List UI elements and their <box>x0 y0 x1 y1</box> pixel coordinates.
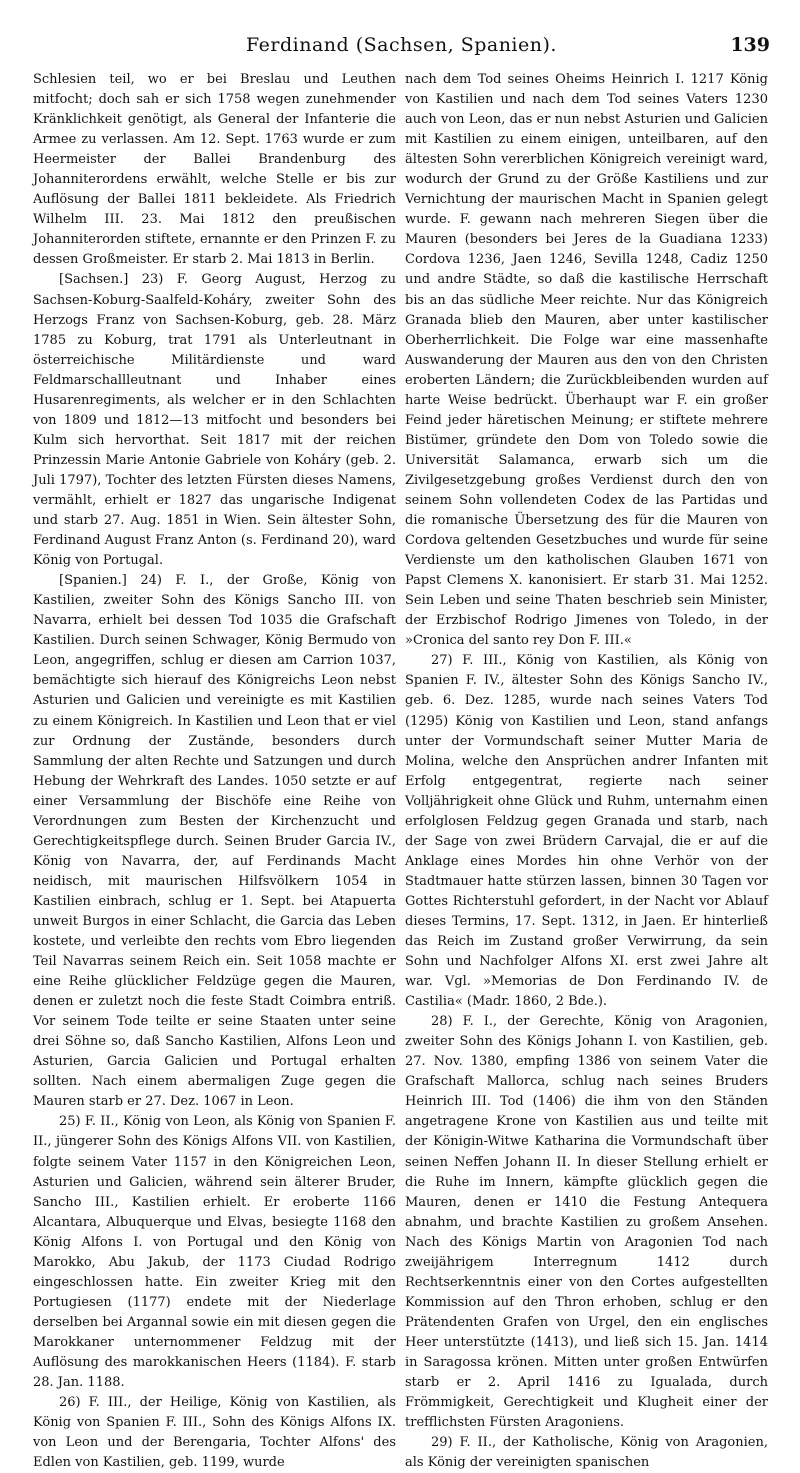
entry-26: 26) F. III., der Heilige, König von Kastilien, als König von Spanien F. III., Sohn des Königs Alfons IX. von Leon und der Berengaria, Tochter Alfons' des Edlen von Kastilien, geb. 1199, wurde <box>33 1395 396 1471</box>
entry-25: 25) F. II., König von Leon, als König von Spanien F. II., jüngerer Sohn des Königs Alfons VII. von Kastilien, folgte seinem Vater 1157 in den Königreichen Leon, Asturien und Galicien, während sein älterer Bruder, Sancho III., Kastilien erhielt. Er eroberte 1166 Alcantara, Albuquerque und Elvas, besiegte 1168 den König Alfons I. von Portugal und den König von Marokko, Abu Jakub, der 1173 Ciudad Rodrigo eingeschlossen hatte. Ein zweiter Krieg mit den Portugiesen (1177) endete mit der Niederlage derselben bei Argannal sowie ein mit diesen gegen die Marokkaner unternommener Feldzug mit der Auflösung des marokkanischen Heers (1184). F. starb 28. Jan. 1188. <box>33 1114 396 1391</box>
entry-23: [Sachsen.] 23) F. Georg August, Herzog zu Sachsen-Koburg-Saalfeld-Koháry, zweiter Sohn des Herzogs Franz von Sachsen-Koburg, geb. 28. März 1785 zu Koburg, trat 1791 als Unterleutnant in österreichische Militärdienste und ward Feldmarschallleutnant und Inhaber eines Husarenregiments, als welcher er in den Schlachten von 1809 und 1812—13 mitfocht und besonders bei Kulm sich hervorthat. Seit 1817 mit der reichen Prinzessin Marie Antonie Gabriele von Koháry (geb. 2. Juli 1797), Tochter des letzten Fürsten dieses Namens, vermählt, erhielt er 1827 das ungarische Indigenat und starb 27. Aug. 1851 in Wien. Sein ältester Sohn, Ferdinand August Franz Anton (s. Ferdinand 20), ward König von Portugal. <box>33 272 396 569</box>
paragraph: Schlesien teil, wo er bei Breslau und Leuthen mitfocht; doch sah er sich 1758 wegen zunehmender Kränklichkeit genötigt, als General der Infanterie die Armee zu verlassen. Am 12. Sept. 1763 wurde er zum Heermeister der Ballei Brandenburg des Johanniterordens erwählt, welche Stelle er bis zur Auflösung der Ballei 1811 bekleidete. Als Friedrich Wilhelm III. 23. Mai 1812 den preußischen Johanniterorden stiftete, ernannte er den Prinzen F. zu dessen Großmeister. Er starb 2. Mai 1813 in Berlin. <box>33 72 396 268</box>
entry-24: [Spanien.] 24) F. I., der Große, König von Kastilien, zweiter Sohn des Königs Sancho III. von Navarra, erhielt bei dessen Tod 1035 die Grafschaft Kastilien. Durch seinen Schwager, König Bermudo von Leon, angegriffen, schlug er diesen am Carrion 1037, bemächtigte sich hierauf des Königreichs Leon nebst Asturien und Galicien und vereinigte es mit Kastilien zu einem Königreich. In Kastilien und Leon that er viel zur Ordnung der Zustände, besonders durch Sammlung der alten Rechte und Satzungen und durch Hebung der Wehrkraft des Landes. 1050 setzte er auf einer Versammlung der Bischöfe eine Reihe von Verordnungen zum Besten der Kirchenzucht und Gerechtigkeitspflege durch. Seinen Bruder Garcia IV., König von Navarra, der, auf Ferdinands Macht neidisch, mit maurischen Hilfsvölkern 1054 in Kastilien einbrach, schlug er 1. Sept. bei Atapuerta unweit Burgos in einer Schlacht, die Garcia das Leben kostete, und verleibte den rechts vom Ebro liegenden Teil Navarras seinem Reich ein. Seit 1058 machte er eine Reihe glücklicher Feldzüge gegen die Mauren, denen er zuletzt noch die feste Stadt Coimbra entriß. Vor seinem Tode teilte er seine Staaten unter seine drei Söhne so, daß Sancho Kastilien, Alfons Leon und Asturien, Garcia Galicien und Portugal erhalten sollten. Nach einem abermaligen Zuge gegen die Mauren starb er 27. Dez. 1067 in Leon. <box>33 573 396 1110</box>
entry-29: 29) F. II., der Katholische, König von Aragonien, als König der vereinigten spanischen <box>405 1435 768 1471</box>
paragraph: nach dem Tod seines Oheims Heinrich I. 1217 König von Kastilien und nach dem Tod seines Vaters 1230 auch von Leon, das er nun nebst Asturien und Galicien mit Kastilien zu einem einigen, unteilbaren, auf den ältesten Sohn vererblichen Königreich vereinigt ward, wodurch der Grund zu der Größe Kastiliens und zur Vernichtung der maurischen Macht in Spanien gelegt wurde. F. gewann nach mehreren Siegen über die Mauren (besonders bei Jeres de la Guadiana 1233) Cordova 1236, Jaen 1246, Sevilla 1248, Cadiz 1250 und andre Städte, so daß die kastilische Herrschaft bis an das südliche Meer reichte. Nur das Königreich Granada blieb den Mauren, aber unter kastilischer Oberherrlichkeit. Die Folge war eine massenhafte Auswanderung der Mauren aus den von den Christen eroberten Ländern; die Zurückbleibenden wurden auf harte Weise bedrückt. Überhaupt war F. ein großer Feind jeder häretischen Meinung; er stiftete mehrere Bistümer, gründete den Dom von Toledo sowie die Universität Salamanca, erwarb sich um die Zivilgesetzgebung großes Verdienst durch den von seinem Sohn vollendeten Codex de las Partidas und die romanische Übersetzung des für die Mauren von Cordova geltenden Gesetzbuches und wurde für seine Verdienste um den katholischen Glauben 1671 von Papst Clemens X. kanonisiert. Er starb 31. Mai 1252. Sein Leben und seine Thaten beschrieb sein Minister, der Erzbischof Rodrigo Jimenes von Toledo, in der »Cronica del santo rey Don F. III.« <box>405 72 768 649</box>
left-column <box>33 70 396 1473</box>
page-number: 139 <box>730 34 770 56</box>
running-title: Ferdinand (Sachsen, Spanien). <box>246 34 557 56</box>
right-column <box>405 70 768 1473</box>
entry-27: 27) F. III., König von Kastilien, als König von Spanien F. IV., ältester Sohn des Königs Sancho IV., geb. 6. Dez. 1285, wurde nach seines Vaters Tod (1295) König von Kastilien und Leon, stand anfangs unter der Vormundschaft seiner Mutter Maria de Molina, welche den Ansprüchen andrer Infanten mit Erfolg entgegentrat, regierte nach seiner Volljährigkeit ohne Glück und Ruhm, unternahm einen erfolglosen Feldzug gegen Granada und starb, nach der Sage von zwei Brüdern Carvajal, die er auf die Anklage eines Mordes hin ohne Verhör von der Stadtmauer hatte stürzen lassen, binnen 30 Tagen vor Gottes Richterstuhl gefordert, in der Nacht vor Ablauf dieses Termins, 17. Sept. 1312, in Jaen. Er hinterließ das Reich im Zustand großer Verwirrung, da sein Sohn und Nachfolger Alfons XI. erst zwei Jahre alt war. Vgl. »Memorias de Don Ferdinando IV. de Castilia« (Madr. 1860, 2 Bde.). <box>405 653 768 1010</box>
page-header <box>33 28 770 62</box>
entry-28: 28) F. I., der Gerechte, König von Aragonien, zweiter Sohn des Königs Johann I. von Kastilien, geb. 27. Nov. 1380, empfing 1386 von seinem Vater die Grafschaft Mallorca, schlug nach seines Bruders Heinrich III. Tod (1406) die ihm von den Ständen angetragene Krone von Kastilien aus und teilte mit der Königin-Witwe Katharina die Vormundschaft über seinen Neffen Johann II. In dieser Stellung erhielt er die Ruhe im Innern, kämpfte glücklich gegen die Mauren, denen er 1410 die Festung Antequera abnahm, und brachte Kastilien zu großem Ansehen. Nach des Königs Martin von Aragonien Tod nach zweijährigem Interregnum 1412 durch Rechtserkenntnis einer von den Cortes aufgestellten Kommission auf den Thron erhoben, schlug er den Prätendenten Grafen von Urgel, den ein englisches Heer unterstützte (1413), und ließ sich 15. Jan. 1414 in Saragossa krönen. Mitten unter großen Entwürfen starb er 2. April 1416 zu Igualada, durch Frömmigkeit, Gerechtigkeit und Klugheit einer der trefflichsten Fürsten Aragoniens. <box>405 1014 768 1431</box>
